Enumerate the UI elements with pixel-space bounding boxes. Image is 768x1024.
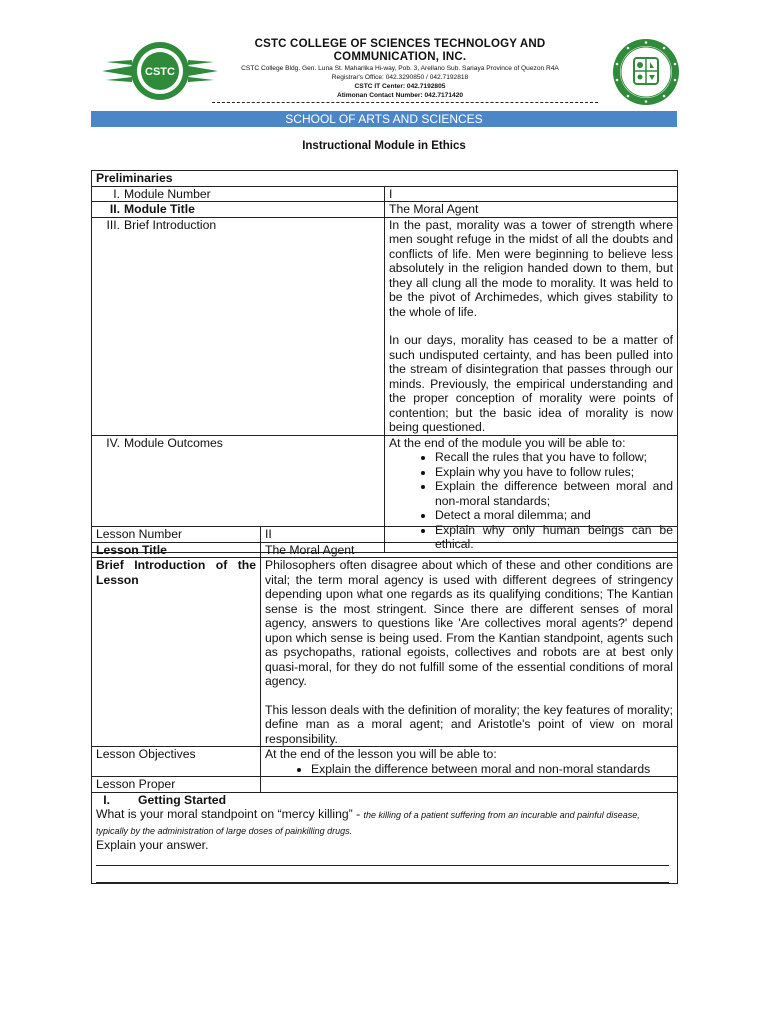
lesson-objectives-label: Lesson Objectives [92,747,261,777]
getting-started-row [92,792,678,883]
module-number-row [92,186,678,202]
module-title-label: Module Title [124,202,195,216]
mercy-killing-question [96,807,673,838]
lesson-proper-row [92,777,678,793]
lesson-number-value: II [261,527,678,543]
college-name: CSTC COLLEGE OF SCIENCES TECHNOLOGY AND COMMUNICATION, INC. [254,38,546,63]
lesson-brief-intro-label: Brief Introduction of the Lesson [92,558,261,747]
roman-numeral: II. [109,202,120,216]
lesson-title-value: The Moral Agent [261,542,678,558]
it-center-contact: CSTC IT Center: 042.7192805 [354,83,446,90]
roman-numeral: III. [106,217,120,232]
lesson-objectives-row [92,747,678,777]
college-seal-right [612,38,680,106]
lesson-number-label: Lesson Number [92,527,261,543]
roman-numeral: IV. [106,435,120,450]
answer-line[interactable] [96,866,669,883]
getting-started-heading [96,793,673,808]
brief-introduction-text [385,217,678,435]
lesson-objectives-cell [261,747,678,777]
lesson-number-row [92,527,678,543]
module-title-row [92,202,678,218]
objectives-intro: At the end of the lesson you will be able to: [265,747,497,761]
list-item: • Explain why you have to follow rules; [435,465,673,480]
cstc-logo-left [100,40,220,102]
module-title-label-cell [92,202,385,218]
roman-numeral: I. [103,792,110,807]
explain-prompt: Explain your answer. [96,838,209,852]
module-number-label-cell [92,186,385,202]
module-heading: Instructional Module in Ethics [302,140,466,152]
header-divider [212,102,598,103]
list-item: • Detect a moral dilemma; and [435,508,673,523]
lesson-table [91,526,678,884]
lesson-title-label: Lesson Title [92,542,261,558]
lesson-brief-intro-text [261,558,678,747]
lesson-proper-value [261,777,678,793]
lesson-proper-label: Lesson Proper [92,777,261,793]
brief-introduction-label-cell [92,217,385,435]
module-number-value: I [385,186,678,202]
mercy-killing-definition: the killing of a patient suffering from an incurable and painful disease, typically by the administration of large doses of painkilling drugs. [96,810,640,836]
outcomes-intro: At the end of the module you will be able to: [389,435,626,450]
getting-started-cell [92,792,678,883]
list-item: • Recall the rules that you have to follow; [435,450,673,465]
module-table [91,170,678,553]
registrar-contact: Registrar's Office: 042.3290850 / 042.7192818 [331,74,469,81]
preliminaries-heading: Preliminaries [92,171,678,187]
module-outcomes-label: Module Outcomes [124,435,223,450]
lesson-intro-paragraph-2: This lesson deals with the definition of morality; the key features of morality; define man as a moral agent; and Aristotle's point of view on moral responsibility. [265,702,673,746]
intro-paragraph-1: In the past, morality was a tower of strength where men sought refuge in the midst of all the doubts and conflicts of life. Men were beginning to believe less absolutely in the religion handed down to them, but they all clung all the mode to morality. It was held to be the pivot of Archimedes, which gives stability to the whole of life. [389,217,673,319]
getting-started-title: Getting Started [138,792,227,807]
list-item: • Explain why only human beings can be ethical. [435,523,673,552]
module-title-value: The Moral Agent [385,202,678,218]
answer-line[interactable] [96,853,669,866]
preliminaries-row [92,171,678,187]
module-number-label: Module Number [124,186,211,201]
lesson-intro-paragraph-1: Philosophers often disagree about which of these and other conditions are vital; the term moral agency is used with different degrees of stringency depending upon what one regards as its qualifying conditions; The Kantian sense is the most stringent. Since there are different senses of moral agency, answers to questions like 'Are collectives moral agents?' depend upon which sense is being used. From the Kantian standpoint, agents such as psychopaths, rational egoists, collectives and robots are at best only quasi-moral, for they do not fulfill some of the essential conditions of moral agency. [265,558,673,688]
lesson-brief-intro-row [92,558,678,747]
atimonan-contact: Atimonan Contact Number: 042.7171420 [336,92,464,99]
school-banner: SCHOOL OF ARTS AND SCIENCES [91,111,677,127]
intro-paragraph-2: In our days, morality has ceased to be a matter of such undisputed certainty, and has been pulled into the stream of disintegration that passes through our minds. Previously, the empirical understanding and the proper conception of morality were points of contention; but the basic idea of morality is now being questioned. [389,333,673,434]
list-item: • Explain the difference between moral and non-moral standards; [435,479,673,508]
objectives-list [265,762,673,777]
roman-numeral: I. [113,186,120,201]
lesson-title-row [92,542,678,558]
list-item: • Explain the difference between moral and non-moral standards [311,762,673,777]
college-address: CSTC College Bldg. Gen. Luna St. Maharlika Hi-way, Pob. 3, Arellano Sub. Sariaya Province of Quezon R4A [241,65,559,72]
brief-introduction-label: Brief Introduction [124,217,217,232]
brief-introduction-row [92,217,678,435]
logo-text: CSTC [145,66,175,78]
question-text: What is your moral standpoint on “mercy killing” - [96,807,364,821]
